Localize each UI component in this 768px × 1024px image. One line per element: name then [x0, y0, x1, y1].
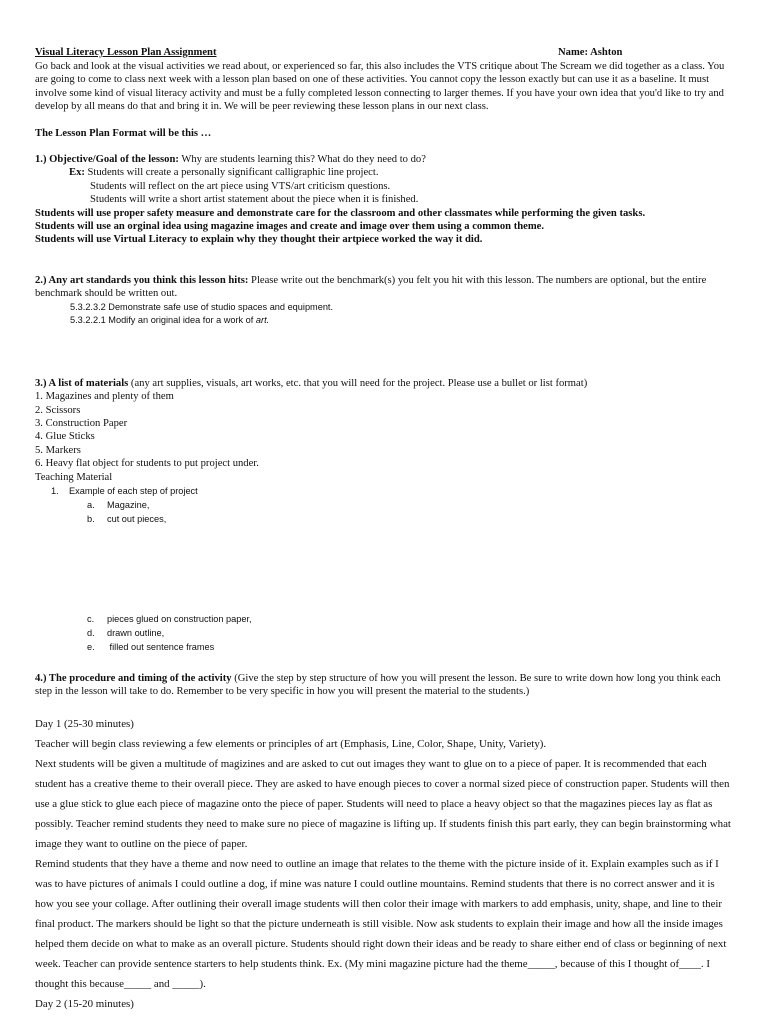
step-letter: c. — [87, 613, 95, 624]
section2-heading: 2.) Any art standards you think this lesson hits: — [35, 274, 249, 286]
section-materials — [35, 377, 735, 654]
teaching-item-number: 1. — [51, 485, 59, 496]
section-procedure — [35, 672, 735, 1014]
section4-text: (Give the step by step structure of how you will present the lesson. Be sure to write down how long you think each step in the lesson will take to do. Remember to be very specific in how you will present the material to the students.) — [35, 672, 721, 698]
material-item: 3. Construction Paper — [35, 417, 128, 429]
section3-heading: 3.) A list of materials — [35, 377, 129, 389]
section-objective — [35, 153, 735, 247]
example-item: Students will reflect on the art piece using VTS/art criticism questions. — [90, 180, 391, 192]
document-header — [35, 46, 735, 60]
step-text: drawn outline, — [107, 627, 165, 638]
step-letter: a. — [87, 499, 95, 510]
section1-heading: 1.) Objective/Goal of the lesson: — [35, 154, 179, 166]
section-standards — [35, 274, 735, 327]
materials-list — [35, 390, 735, 470]
step-letter: b. — [87, 513, 95, 524]
material-item: 5. Markers — [35, 444, 81, 456]
document-page — [35, 46, 735, 1014]
objective-item: Students will use Virtual Literacy to explain why they thought their artpiece worked the way it did. — [35, 234, 483, 246]
student-name: Name: Ashton — [558, 47, 623, 58]
example-label: Ex: — [69, 167, 85, 179]
material-item: 4. Glue Sticks — [35, 431, 95, 443]
procedure-paragraph: Next students will be given a multitude of magizines and are asked to cut out images they want to glue on to a piece of paper. It is recommended that each student has a creative theme to their overall piece. They are asked to have enough pieces to cover a normal sized piece of construction paper. Students will then use a glue stick to glue each piece of magazine onto the piece of paper. Students will need to place a heavy object so that the magazines pieces lay as flat as possibly. Teacher remind students they need to make sure no piece of magazine is lifting up. If students finish this part early, they can begin brainstorming what image they want to outline on the piece of paper. — [35, 757, 731, 850]
step-text: cut out pieces, — [107, 513, 167, 524]
material-item: 1. Magazines and plenty of them — [35, 391, 174, 403]
example-item: Students will create a personally significant calligraphic line project. — [84, 167, 379, 179]
material-item: 6. Heavy flat object for students to put project under. — [35, 458, 259, 470]
standard-item-italic: art. — [255, 314, 270, 325]
step-text: Magazine, — [107, 499, 150, 510]
teaching-material-label: Teaching Material — [35, 471, 113, 483]
step-text: pieces glued on construction paper, — [107, 613, 252, 624]
example-item: Students will write a short artist statement about the piece when it is finished. — [90, 194, 419, 206]
procedure-paragraph: Remind students that they have a theme and now need to outline an image that relates to the theme with the picture inside of it. Explain examples such as if I was to have pictures of animals I could outline a dog, if mine was nature I could outline mountains. Remind students that there is no correct answer and it is how you see your collage. After outlining their overall image students will then color their image with markers to add emphasis, unity, shape, and line to their final product. The markers should be light so that the picture underneath is still visible. Now ask students to explain their image and how all the inside images helped them decide on what to make as an overall picture. Students should right down their ideas and be ready to share either end of class or beginning of next week. Teacher can provide sentence starters to help students think. Ex. (My mini magazine picture had the theme_____, because of this I thought of____. I thought this because_____ and _____). — [35, 857, 727, 990]
objective-item: Students will use proper safety measure and demonstrate care for the classroom and other classmates while performing the given tasks. — [35, 207, 646, 219]
section4-heading: 4.) The procedure and timing of the activity — [35, 672, 232, 684]
procedure-paragraph: Teacher will begin class reviewing a few elements or principles of art (Emphasis, Line, Color, Shape, Unity, Variety). — [35, 737, 547, 750]
standard-item: 5.3.2.3.2 Demonstrate safe use of studio spaces and equipment. — [70, 301, 334, 312]
step-letter: d. — [87, 627, 95, 638]
step-letter: e. — [87, 641, 95, 652]
intro-paragraph: Go back and look at the visual activities we read about, or experienced so far, this also includes the VTS critique about The Scream we did together as a class. You are going to come to class next week with a lesson plan based on one of these activities. You cannot copy the lesson exactly but can use it as a baseline. It must involve some kind of visual literacy activity and must be a fully completed lesson connecting to larger themes. If you have your own idea that you'd like to try and develop by all means do that and bring it in. We will be peer reviewing these lesson plans in our next class. — [35, 61, 725, 113]
objective-item: Students will use an orginal idea using magazine images and create and image over them using a common theme. — [35, 221, 544, 233]
teaching-item: Example of each step of project — [69, 485, 198, 496]
material-item: 2. Scissors — [35, 404, 81, 416]
document-title: Visual Literacy Lesson Plan Assignment — [35, 47, 217, 58]
day1-heading: Day 1 (25-30 minutes) — [35, 717, 134, 730]
step-text: filled out sentence frames — [107, 641, 215, 652]
format-heading: The Lesson Plan Format will be this … — [35, 127, 212, 139]
section3-text: (any art supplies, visuals, art works, etc. that you will need for the project. Please use a bullet or list format) — [128, 377, 588, 389]
day2-heading: Day 2 (15-20 minutes) — [35, 997, 134, 1010]
section2-text: Please write out the benchmark(s) you felt you hit with this lesson. The numbers are optional, but the entire benchmark should be written out. — [35, 274, 707, 300]
standard-item: 5.3.2.2.1 Modify an original idea for a work of — [70, 314, 254, 325]
section1-text: Why are students learning this? What do they need to do? — [178, 154, 426, 166]
